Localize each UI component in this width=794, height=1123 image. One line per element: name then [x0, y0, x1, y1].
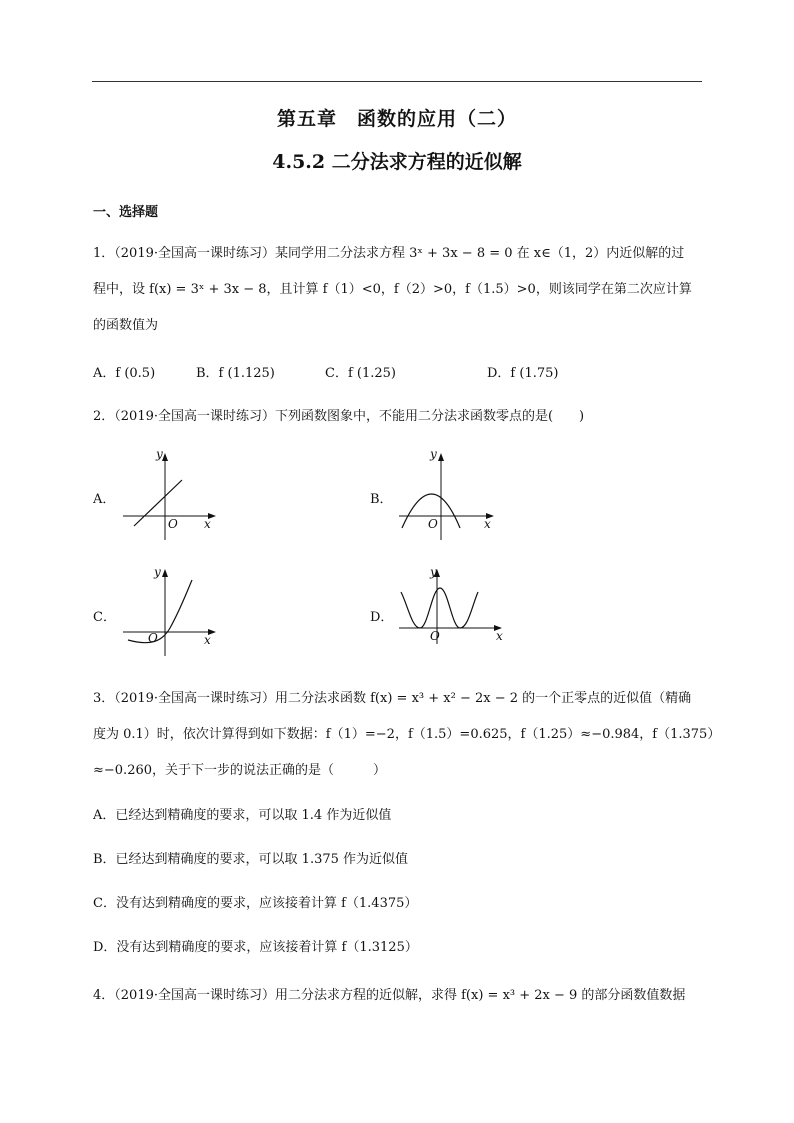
q3-line-3: ≈−0.260，关于下一步的说法正确的是（ ） — [93, 763, 387, 778]
q1-line-1: 1．（2019·全国高一课时练习）某同学用二分法求方程 3ˣ + 3x − 8 = 0 在 x∈（1，2）内近似解的过 — [93, 246, 685, 261]
axis-x-label: x — [484, 517, 491, 531]
q2-graph-c — [120, 566, 220, 658]
graph-c-curve — [128, 580, 192, 643]
axis-y-label: y — [156, 447, 163, 461]
q1-option-b: B．f (1.125) — [196, 366, 275, 381]
header-rule — [92, 81, 702, 82]
q3-line-2: 度为 0.1）时，依次计算得到如下数据：f（1）=−2，f（1.5）=0.625，f（1.25）≈−0.984，f（1.375） — [93, 727, 721, 742]
axis-x-label: x — [496, 629, 503, 643]
origin-label: O — [168, 517, 178, 531]
q2-stem: 2．（2019·全国高一课时练习）下列函数图象中，不能用二分法求函数零点的是( ) — [93, 409, 585, 424]
q3-option-b: B．已经达到精确度的要求，可以取 1.375 作为近似值 — [93, 852, 409, 867]
q2-graph-d — [396, 566, 508, 658]
q2-graph-b — [396, 447, 500, 542]
q2-graph-a — [120, 447, 220, 542]
section-heading: 一、选择题 — [93, 205, 159, 220]
origin-label: O — [148, 631, 158, 645]
origin-label: O — [428, 517, 438, 531]
axis-x-label: x — [204, 517, 211, 531]
q2-label-b: B． — [370, 492, 393, 507]
chapter-title: 第五章 函数的应用（二） — [276, 108, 517, 130]
q3-option-a: A．已经达到精确度的要求，可以取 1.4 作为近似值 — [93, 808, 392, 823]
q1-option-c: C．f (1.25) — [325, 366, 396, 381]
q3-option-c: C．没有达到精确度的要求，应该接着计算 f（1.4375） — [93, 896, 418, 911]
graph-d-curve — [401, 588, 478, 628]
q3-line-1: 3．（2019·全国高一课时练习）用二分法求函数 f(x) = x³ + x² − 2x − 2 的一个正零点的近似值（精确 — [93, 691, 692, 706]
q1-line-3: 的函数值为 — [93, 318, 159, 333]
q2-label-d: D． — [370, 610, 394, 625]
axis-y-label: y — [430, 565, 437, 579]
q2-label-c: C． — [93, 610, 116, 625]
q3-option-d: D．没有达到精确度的要求，应该接着计算 f（1.3125） — [93, 940, 418, 955]
q1-line-2: 程中，设 f(x) = 3ˣ + 3x − 8，且计算 f（1）<0，f（2）>0，f（1.5）>0，则该同学在第二次应计算 — [93, 282, 692, 297]
axis-x-label: x — [204, 633, 211, 647]
q1-option-a: A．f (0.5) — [93, 366, 156, 381]
origin-label: O — [430, 629, 440, 643]
section-title: 4.5.2 二分法求方程的近似解 — [272, 151, 522, 173]
q4-line-1: 4．（2019·全国高一课时练习）用二分法求方程的近似解，求得 f(x) = x³ + 2x − 9 的部分函数值数据 — [93, 988, 686, 1003]
q1-option-d: D．f (1.75) — [487, 366, 559, 381]
q2-label-a: A． — [93, 492, 116, 507]
axis-y-label: y — [154, 565, 161, 579]
axis-y-label: y — [430, 447, 437, 461]
